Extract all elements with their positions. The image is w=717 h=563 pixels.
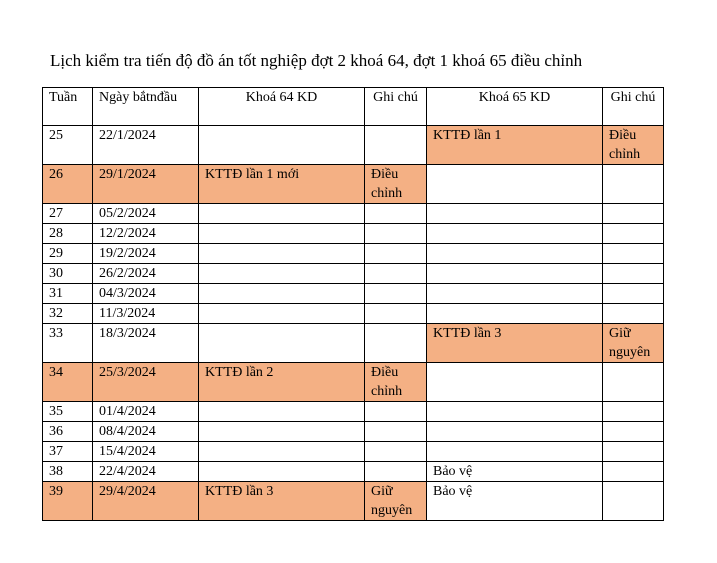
cell-note-k65 xyxy=(603,482,664,521)
cell-k65 xyxy=(427,402,603,422)
cell-k65 xyxy=(427,224,603,244)
table-row xyxy=(43,224,664,244)
cell-k65: KTTĐ lần 3 xyxy=(427,324,603,363)
cell-week: 27 xyxy=(43,204,93,224)
cell-k64 xyxy=(199,422,365,442)
cell-note-k64 xyxy=(365,442,427,462)
cell-k65 xyxy=(427,165,603,204)
table-row xyxy=(43,422,664,442)
cell-date: 08/4/2024 xyxy=(93,422,199,442)
table-row xyxy=(43,402,664,422)
table-row xyxy=(43,204,664,224)
cell-week: 29 xyxy=(43,244,93,264)
header-k65: Khoá 65 KD xyxy=(427,88,603,126)
cell-note-k65 xyxy=(603,264,664,284)
table-row xyxy=(43,165,664,204)
cell-date: 01/4/2024 xyxy=(93,402,199,422)
cell-note-k64 xyxy=(365,204,427,224)
cell-note-k65: Điều chỉnh xyxy=(603,126,664,165)
cell-date: 22/1/2024 xyxy=(93,126,199,165)
table-row xyxy=(43,126,664,165)
cell-date: 12/2/2024 xyxy=(93,224,199,244)
cell-date: 15/4/2024 xyxy=(93,442,199,462)
cell-k65 xyxy=(427,264,603,284)
cell-k64 xyxy=(199,204,365,224)
cell-date: 05/2/2024 xyxy=(93,204,199,224)
table-row xyxy=(43,442,664,462)
cell-k64 xyxy=(199,442,365,462)
cell-note-k64 xyxy=(365,304,427,324)
cell-note-k64 xyxy=(365,264,427,284)
cell-note-k65 xyxy=(603,462,664,482)
cell-note-k65 xyxy=(603,442,664,462)
cell-k65 xyxy=(427,204,603,224)
cell-k65: Bảo vệ xyxy=(427,482,603,521)
cell-date: 29/1/2024 xyxy=(93,165,199,204)
cell-date: 25/3/2024 xyxy=(93,363,199,402)
table-row xyxy=(43,363,664,402)
cell-k64 xyxy=(199,126,365,165)
cell-week: 38 xyxy=(43,462,93,482)
header-k64: Khoá 64 KD xyxy=(199,88,365,126)
cell-k65 xyxy=(427,284,603,304)
cell-note-k65 xyxy=(603,422,664,442)
cell-note-k64: Giữ nguyên xyxy=(365,482,427,521)
cell-note-k65: Giữ nguyên xyxy=(603,324,664,363)
cell-week: 34 xyxy=(43,363,93,402)
cell-note-k65 xyxy=(603,165,664,204)
cell-note-k64 xyxy=(365,224,427,244)
cell-date: 19/2/2024 xyxy=(93,244,199,264)
cell-note-k65 xyxy=(603,244,664,264)
cell-date: 29/4/2024 xyxy=(93,482,199,521)
schedule-table xyxy=(42,87,664,521)
cell-k64: KTTĐ lần 1 mới xyxy=(199,165,365,204)
table-row xyxy=(43,324,664,363)
cell-note-k64 xyxy=(365,126,427,165)
header-start-date: Ngày bắtnđầu xyxy=(93,88,199,126)
cell-week: 26 xyxy=(43,165,93,204)
cell-k64 xyxy=(199,324,365,363)
cell-k64 xyxy=(199,462,365,482)
cell-note-k64: Điều chỉnh xyxy=(365,363,427,402)
cell-date: 18/3/2024 xyxy=(93,324,199,363)
cell-note-k65 xyxy=(603,402,664,422)
cell-k65 xyxy=(427,304,603,324)
cell-week: 35 xyxy=(43,402,93,422)
cell-week: 33 xyxy=(43,324,93,363)
cell-date: 22/4/2024 xyxy=(93,462,199,482)
cell-note-k64 xyxy=(365,462,427,482)
table-row xyxy=(43,482,664,521)
cell-date: 04/3/2024 xyxy=(93,284,199,304)
cell-note-k65 xyxy=(603,224,664,244)
cell-date: 26/2/2024 xyxy=(93,264,199,284)
cell-k64: KTTĐ lần 3 xyxy=(199,482,365,521)
cell-note-k64 xyxy=(365,324,427,363)
cell-note-k64 xyxy=(365,422,427,442)
cell-week: 30 xyxy=(43,264,93,284)
header-row xyxy=(43,88,664,126)
cell-k64 xyxy=(199,304,365,324)
cell-k65 xyxy=(427,422,603,442)
cell-week: 28 xyxy=(43,224,93,244)
cell-note-k65 xyxy=(603,284,664,304)
table-row xyxy=(43,264,664,284)
cell-week: 37 xyxy=(43,442,93,462)
cell-k65: KTTĐ lần 1 xyxy=(427,126,603,165)
document-title: Lịch kiểm tra tiến độ đồ án tốt nghiệp đợt 2 khoá 64, đợt 1 khoá 65 điều chỉnh xyxy=(50,51,583,70)
cell-note-k65 xyxy=(603,363,664,402)
cell-week: 39 xyxy=(43,482,93,521)
cell-k65 xyxy=(427,244,603,264)
cell-k64 xyxy=(199,402,365,422)
cell-k64: KTTĐ lần 2 xyxy=(199,363,365,402)
header-note-k64: Ghi chú xyxy=(365,88,427,126)
cell-note-k65 xyxy=(603,304,664,324)
cell-note-k64 xyxy=(365,244,427,264)
cell-note-k64: Điều chỉnh xyxy=(365,165,427,204)
cell-week: 25 xyxy=(43,126,93,165)
table-row xyxy=(43,284,664,304)
header-note-k65: Ghi chú xyxy=(603,88,664,126)
header-week: Tuần xyxy=(43,88,93,126)
cell-note-k64 xyxy=(365,402,427,422)
cell-week: 31 xyxy=(43,284,93,304)
table-row xyxy=(43,462,664,482)
cell-k65 xyxy=(427,363,603,402)
cell-k65: Bảo vệ xyxy=(427,462,603,482)
table-row xyxy=(43,304,664,324)
cell-k64 xyxy=(199,264,365,284)
cell-week: 32 xyxy=(43,304,93,324)
cell-k64 xyxy=(199,244,365,264)
cell-note-k64 xyxy=(365,284,427,304)
cell-k64 xyxy=(199,224,365,244)
cell-k64 xyxy=(199,284,365,304)
cell-note-k65 xyxy=(603,204,664,224)
cell-k65 xyxy=(427,442,603,462)
cell-week: 36 xyxy=(43,422,93,442)
cell-date: 11/3/2024 xyxy=(93,304,199,324)
table-row xyxy=(43,244,664,264)
